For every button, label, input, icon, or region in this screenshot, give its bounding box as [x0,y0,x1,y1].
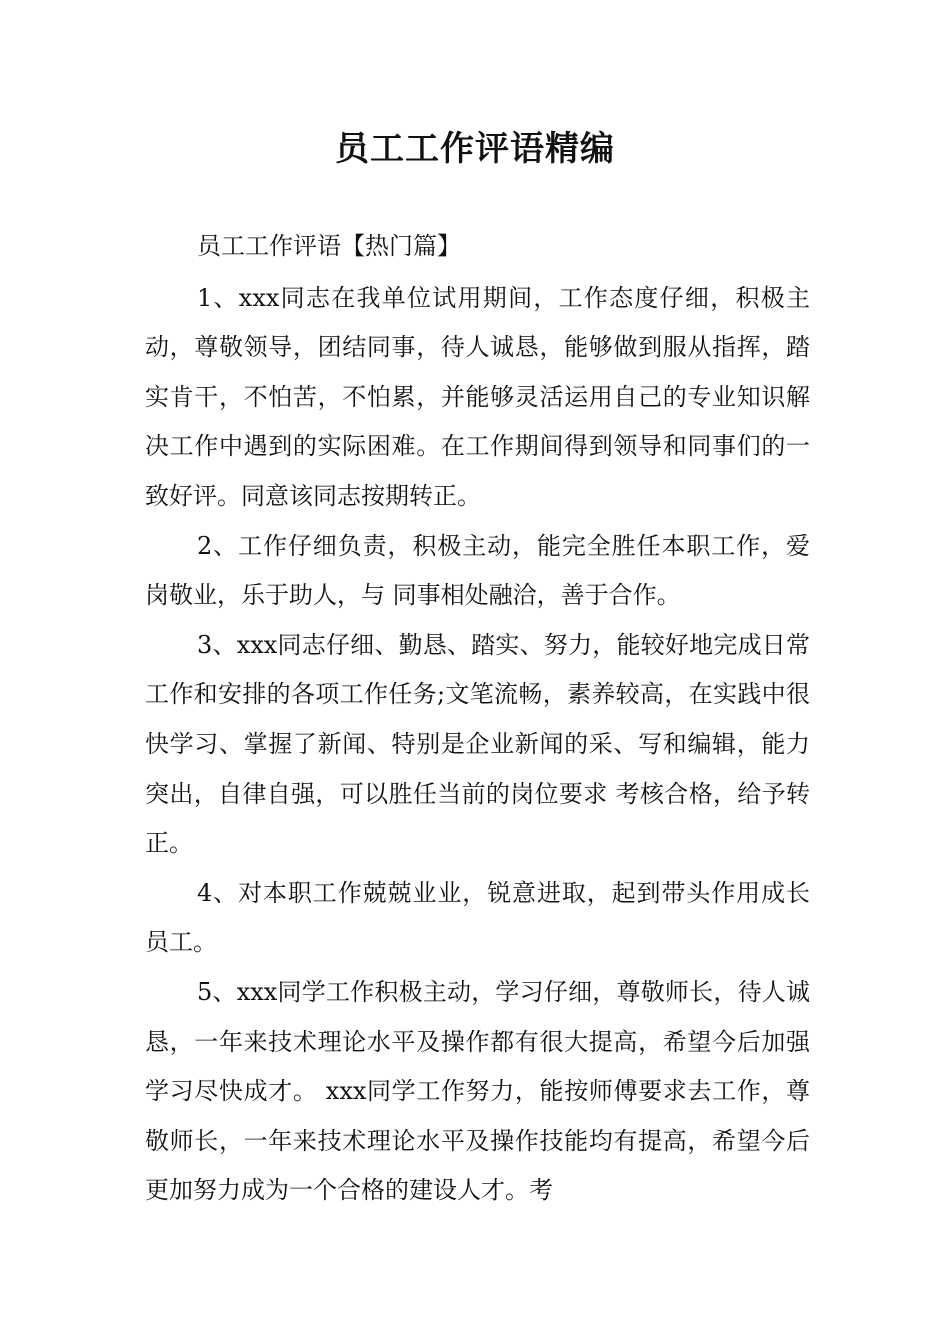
paragraph-3: 3、xxx同志仔细、勤恳、踏实、努力，能较好地完成日常工作和安排的各项工作任务;文笔流畅，素养较高，在实践中很快学习、掌握了新闻、特别是企业新闻的采、写和编辑，能力突出，自律自强，可以胜任当前的岗位要求 考核合格，给予转正。 [145,630,810,858]
section-heading: 员工工作评语【热门篇】 [197,232,461,260]
paragraph-5: 5、xxx同学工作积极主动，学习仔细，尊敬师长，待人诚恳，一年来技术理论水平及操作都有很大提高，希望今后加强学习尽快成才。 xxx同学工作努力，能按师傅要求去工作，尊敬师长，一年来技术理论水平及操作技能均有提高，希望今后更加努力成为一个合格的建设人才。考 [145,977,810,1205]
paragraph-2: 2、工作仔细负责，积极主动，能完全胜任本职工作，爱岗敬业，乐于助人，与 同事相处融洽，善于合作。 [145,531,810,610]
paragraph-4: 4、对本职工作兢兢业业，锐意进取，起到带头作用成长员工。 [145,878,810,957]
document-title: 员工工作评语精编 [335,129,615,169]
document-body [145,222,810,1216]
paragraph-1: 1、xxx同志在我单位试用期间，工作态度仔细，积极主动，尊敬领导，团结同事，待人诚恳，能够做到服从指挥，踏实肯干，不怕苦，不怕累，并能够灵活运用自己的专业知识解决工作中遇到的实际困难。在工作期间得到领导和同事们的一致好评。同意该同志按期转正。 [145,283,810,510]
